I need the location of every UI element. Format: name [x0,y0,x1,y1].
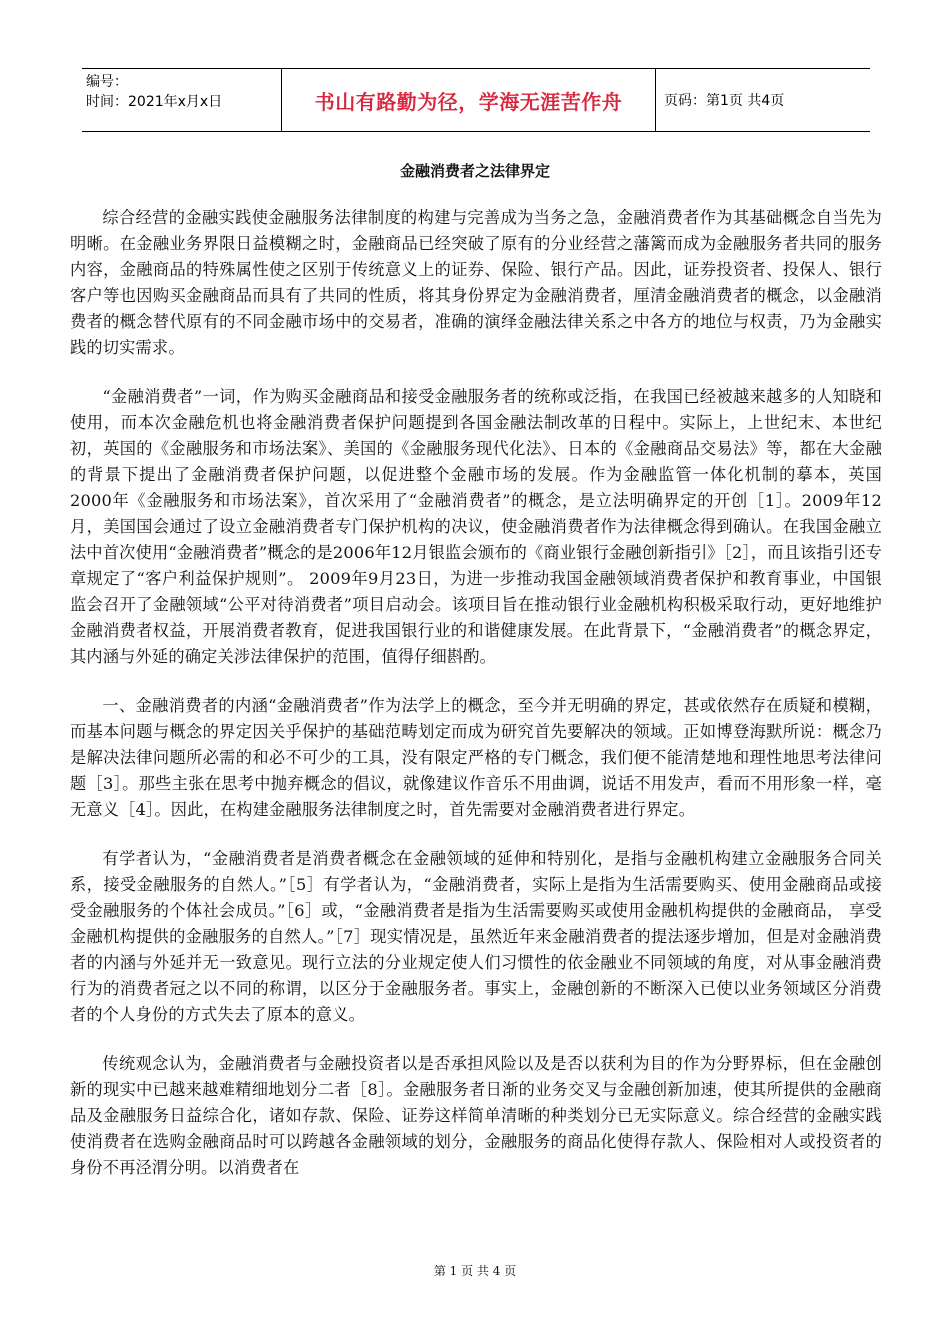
page-footer: 第 1 页 共 4 页 [433,1264,517,1278]
paragraph: 综合经营的金融实践使金融服务法律制度的构建与完善成为当务之急，金融消费者作为其基础概念自当先为明晰。在金融业务界限日益模糊之时，金融商品已经突破了原有的分业经营之藩篱而成为金融服务者共同的服务内容，金融商品的特殊属性使之区别于传统意义上的证券、保险、银行产品。因此，证券投资者、投保人、银行客户等也因购买金融商品而具有了共同的性质，将其身份界定为金融消费者，厘清金融消费者的概念，以金融消费者的概念替代原有的不同金融市场中的交易者，准确的演绎金融法律关系之中各方的地位与权责，乃为金融实践的切实需求。 [70,208,882,357]
document-title: 金融消费者之法律界定 [399,162,550,180]
header-motto-cell [282,69,656,131]
paragraph: 有学者认为，“金融消费者是消费者概念在金融领域的延伸和特别化，是指与金融机构建立金融服务合同关系，接受金融服务的自然人。”［5］有学者认为，“金融消费者，实际上是指为生活需要购买、使用金融商品或接受金融服务的个体社会成员。”［6］或，“金融消费者是指为生活需要购买或使用金融机构提供的金融商品， 享受金融机构提供的金融服务的自然人。”［7］现实情况是，虽然近年来金融消费者的提法逐步增加，但是对金融消费者的内涵与外延并无一致意见。现行立法的分业规定使人们习惯性的依金融业不同领域的角度，对从事金融消费行为的消费者冠之以不同的称谓，以区分于金融服务者。事实上，金融创新的不断深入已使以业务领域区分消费者的个人身份的方式失去了原本的意义。 [70,849,882,1024]
page-header [82,68,870,132]
header-page-cell [656,69,870,131]
header-meta-cell [82,69,282,131]
paragraph: 传统观念认为，金融消费者与金融投资者以是否承担风险以及是否以获利为目的作为分野界标，但在金融创新的现实中已越来越难精细地划分二者［8］。金融服务者日渐的业务交叉与金融创新加速，使其所提供的金融商品及金融服务日益综合化，诸如存款、保险、证券这样简单清晰的种类划分已无实际意义。综合经营的金融实践使消费者在选购金融商品时可以跨越各金融领域的划分，金融服务的商品化使得存款人、保险相对人或投资者的身份不再泾渭分明。以消费者在 [70,1054,882,1177]
paragraph: 一、金融消费者的内涵“金融消费者”作为法学上的概念，至今并无明确的界定，甚或依然存在质疑和模糊，而基本问题与概念的界定因关乎保护的基础范畴划定而成为研究首先要解决的领域。正如博登海默所说：概念乃是解决法律问题所必需的和必不可少的工具，没有限定严格的专门概念，我们便不能清楚地和理性地思考法律问题［3］。那些主张在思考中抛弃概念的倡议，就像建议作音乐不用曲调，说话不用发声，看而不用形象一样，毫无意义［4］。因此，在构建金融服务法律制度之时，首先需要对金融消费者进行界定。 [70,696,882,819]
motto-text: 书山有路勤为径，学海无涯苦作舟 [314,89,623,114]
date-label: 时间：2021年x月x日 [86,94,223,110]
serial-number-label: 编号： [86,74,128,90]
page-info-label: 页码：第1页 共4页 [664,93,785,109]
document-body [70,205,882,1204]
paragraph: “金融消费者”一词，作为购买金融商品和接受金融服务者的统称或泛指，在我国已经被越来越多的人知晓和使用，而本次金融危机也将金融消费者保护问题提到各国金融法制改革的日程中。实际上，上世纪末、本世纪初，英国的《金融服务和市场法案》、美国的《金融服务现代化法》、日本的《金融商品交易法》等，都在大金融的背景下提出了金融消费者保护问题，以促进整个金融市场的发展。作为金融监管一体化机制的摹本，英国2000年《金融服务和市场法案》，首次采用了“金融消费者”的概念，是立法明确界定的开创［1］。2009年12月，美国国会通过了设立金融消费者专门保护机构的决议，使金融消费者作为法律概念得到确认。在我国金融立法中首次使用“金融消费者”概念的是2006年12月银监会颁布的《商业银行金融创新指引》［2］，而且该指引还专章规定了“客户利益保护规则”。 2009年9月23日，为进一步推动我国金融领域消费者保护和教育事业，中国银监会召开了金融领域“公平对待消费者”项目启动会。该项目旨在推动银行业金融机构积极采取行动，更好地维护金融消费者权益，开展消费者教育，促进我国银行业的和谐健康发展。在此背景下，“金融消费者”的概念界定，其内涵与外延的确定关涉法律保护的范围，值得仔细斟酌。 [70,387,882,666]
